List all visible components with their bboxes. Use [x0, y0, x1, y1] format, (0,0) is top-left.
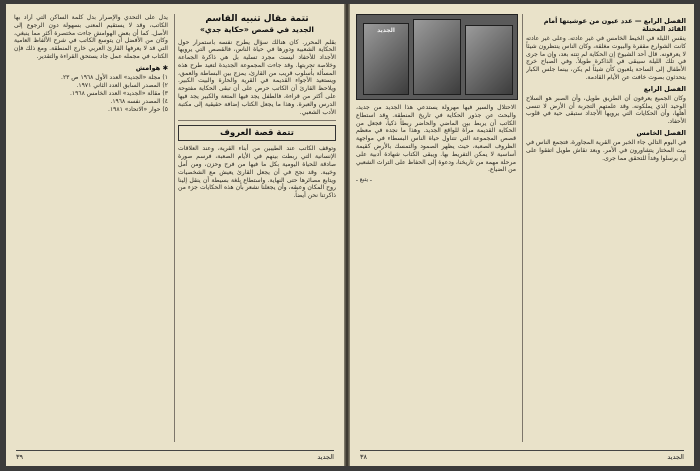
- section-body-2: في اليوم التالي جاء الخبر من القرية المجاورة، فتجمع الناس في بيت المختار يتشاورون في الأمر. وبعد نقاش طويل اتفقوا على أن يرسلوا وفداً للتحقق مما جرى.: [526, 138, 686, 162]
- chapter-body: ينقس الليلة في الخيط الخامس في غير عادته. وعلى غير عادته كانت الشوارع مقفرة والبيوت مغلقة، وكان الناس ينتظرون شيئاً لا يعرفونه. قال أحد الشيوخ إن الحكاية لم تنته بعد، وإن ما جرى في تلك الليلة سيبقى في الذاكرة طويلاً. وفي الصباح خرج الأطفال إلى الساحة يلعبون كأن شيئاً لم يكن، بينما جلس الكبار يتحدثون بصوت خافت عن الأيام القادمة.: [526, 35, 686, 81]
- article-body-right-page: الاحتلال والسير فيها مهرولة يستدعي هذا الجديد من جديد، والبحث عن جذور الحكاية في تاريخ المنطقة. وقد استطاع الكاتب أن يربط بين الماضي والحاضر ربطاً ذكياً، فجعل من الحكاية القديمة مرآة للواقع الجديد. وهذا ما نجده في معظم قصص المجموعة التي تتناول حياة الناس البسطاء في مواجهة الظروف الصعبة، حيث يظهر الصمود والتمسك بالأرض كقيمة أساسية لا يمكن التفريط بها. ويبقى الكتاب شهادة أدبية على مرحلة مهمة من تاريخنا، ودعوة إلى الحفاظ على التراث الشعبي من الضياع.: [356, 104, 516, 174]
- cover-image: [413, 19, 461, 95]
- article-title: تتمة مقال تنبيه القاسم: [205, 14, 309, 24]
- notes-list: [14, 74, 168, 114]
- column-rule: [174, 14, 175, 442]
- section-body: وكان الجميع يعرفون أن الطريق طويل، وأن الصبر هو السلاح الوحيد الذي يملكونه. وقد علمتهم التجربة أن الأرض لا تنسى أهلها، وأن الحكايات التي يرويها الأجداد ستبقى حية في قلوب الأحفاد.: [526, 94, 686, 126]
- right-page-left-column: [356, 104, 516, 444]
- left-page: [6, 4, 344, 466]
- footer-page-number: ٣٩: [16, 453, 23, 461]
- cover-label: الجديد: [377, 27, 395, 34]
- magazine-covers-photo: [356, 14, 518, 100]
- note-item: ٤) المصدر نفسه ١٩٦٨.: [110, 97, 168, 105]
- note-item: ٥) حوار «الاتحاد» ١٩٨١.: [108, 105, 168, 113]
- right-page-footer: [360, 450, 684, 463]
- cover-image: [465, 25, 513, 95]
- notes-title: ✱ هوامش: [135, 63, 168, 72]
- article-body: بقلم المحرر. كان هنالك سؤال يطرح نفسه باستمرار حول الحكاية الشعبية ودورها في حياة الناس، فالقصص التي يرويها الأجداد للأحفاد ليست مجرد تسلية بل هي ذاكرة الجماعة وخلاصة تجربتها. وقد جاءت المجموعة الجديدة لتعيد طرح هذه المسألة بأسلوب قريب من القارئ، يمزج بين البساطة والعمق، ويستعيد الأجواء القديمة في القرية والحارة والبيت الكبير. ويلاحظ القارئ أن الكاتب حرص على أن تبقى الحكاية مفتوحة على أكثر من قراءة، فالطفل يجد فيها المتعة والكبير يجد فيها الدرس والعبرة. وهذا ما يجعل الكتاب إضافة حقيقية إلى مكتبة الأدب الشعبي.: [178, 38, 336, 116]
- right-page: [350, 4, 694, 466]
- footer-magazine-name: الجديد: [667, 453, 684, 461]
- section-title-2: الفصل الخامس: [636, 128, 686, 137]
- continued-marker: ـ يتبع ـ: [356, 176, 372, 184]
- column-rule: [522, 14, 523, 442]
- continuation-body: يدل على التحدي والإصرار بدل كلمة الساكن التي أراد بها الكاتب، وقد لا يستقيم المعنى بسهولة دون الرجوع إلى الأصل. كما أن بعض الهوامش جاءت مختصرة أكثر مما ينبغي، وكان من الأفضل أن يتوسع الكاتب في شرح الألفاظ العامية التي قد لا يعرفها القارئ العربي خارج المنطقة. ومع ذلك فإن الكتاب في مجمله عمل جاد يستحق القراءة والتقدير.: [14, 14, 168, 60]
- left-page-article-column: [178, 14, 336, 444]
- section-title: الفصل الرابع: [643, 84, 686, 93]
- second-article-title: تتمة قصة العروف: [178, 125, 336, 141]
- note-item: ٢) المصدر السابق العدد الثاني ١٩٧١.: [76, 81, 168, 89]
- footer-page-number: ٣٨: [360, 453, 367, 461]
- divider: [178, 120, 336, 121]
- chapter-header: الفصل الرابع — عدد عيون من عوشيتها أمام القائد المحتلة: [543, 17, 686, 33]
- second-article-body: وتوقف الكاتب عند الطيبين من أبناء القرية، وعند العلاقات الإنسانية التي ربطت بينهم في الأيام الصعبة، فرسم صورة صادقة للحياة اليومية بكل ما فيها من فرح وحزن، ومن أمل وخيبة. وقد نجح في أن يجعل القارئ يعيش مع الشخصيات ويتابع مصائرها حتى النهاية. واستطاع بلغة بسيطة أن ينقل إلينا روح المكان وعبقه، وأن يجعلنا نشعر بأن هذه الحكايات جزء من ذاكرتنا نحن أيضاً.: [178, 145, 336, 200]
- notes-title-text: هوامش: [135, 63, 161, 72]
- right-page-right-column: [526, 14, 686, 444]
- note-item: ١) مجلة «الجديد» العدد الأول ١٩٦٨ ص ٢٣.: [61, 73, 168, 81]
- cover-image: [363, 23, 409, 95]
- article-subtitle: الجديد في قصص «حكاية جدي»: [200, 25, 314, 34]
- note-item: ٣) مقالة «الجديد» العدد الخامس ١٩٦٨.: [70, 89, 168, 97]
- left-page-footer: [16, 450, 334, 463]
- left-page-notes-column: [14, 14, 168, 444]
- footer-magazine-name: الجديد: [317, 453, 334, 461]
